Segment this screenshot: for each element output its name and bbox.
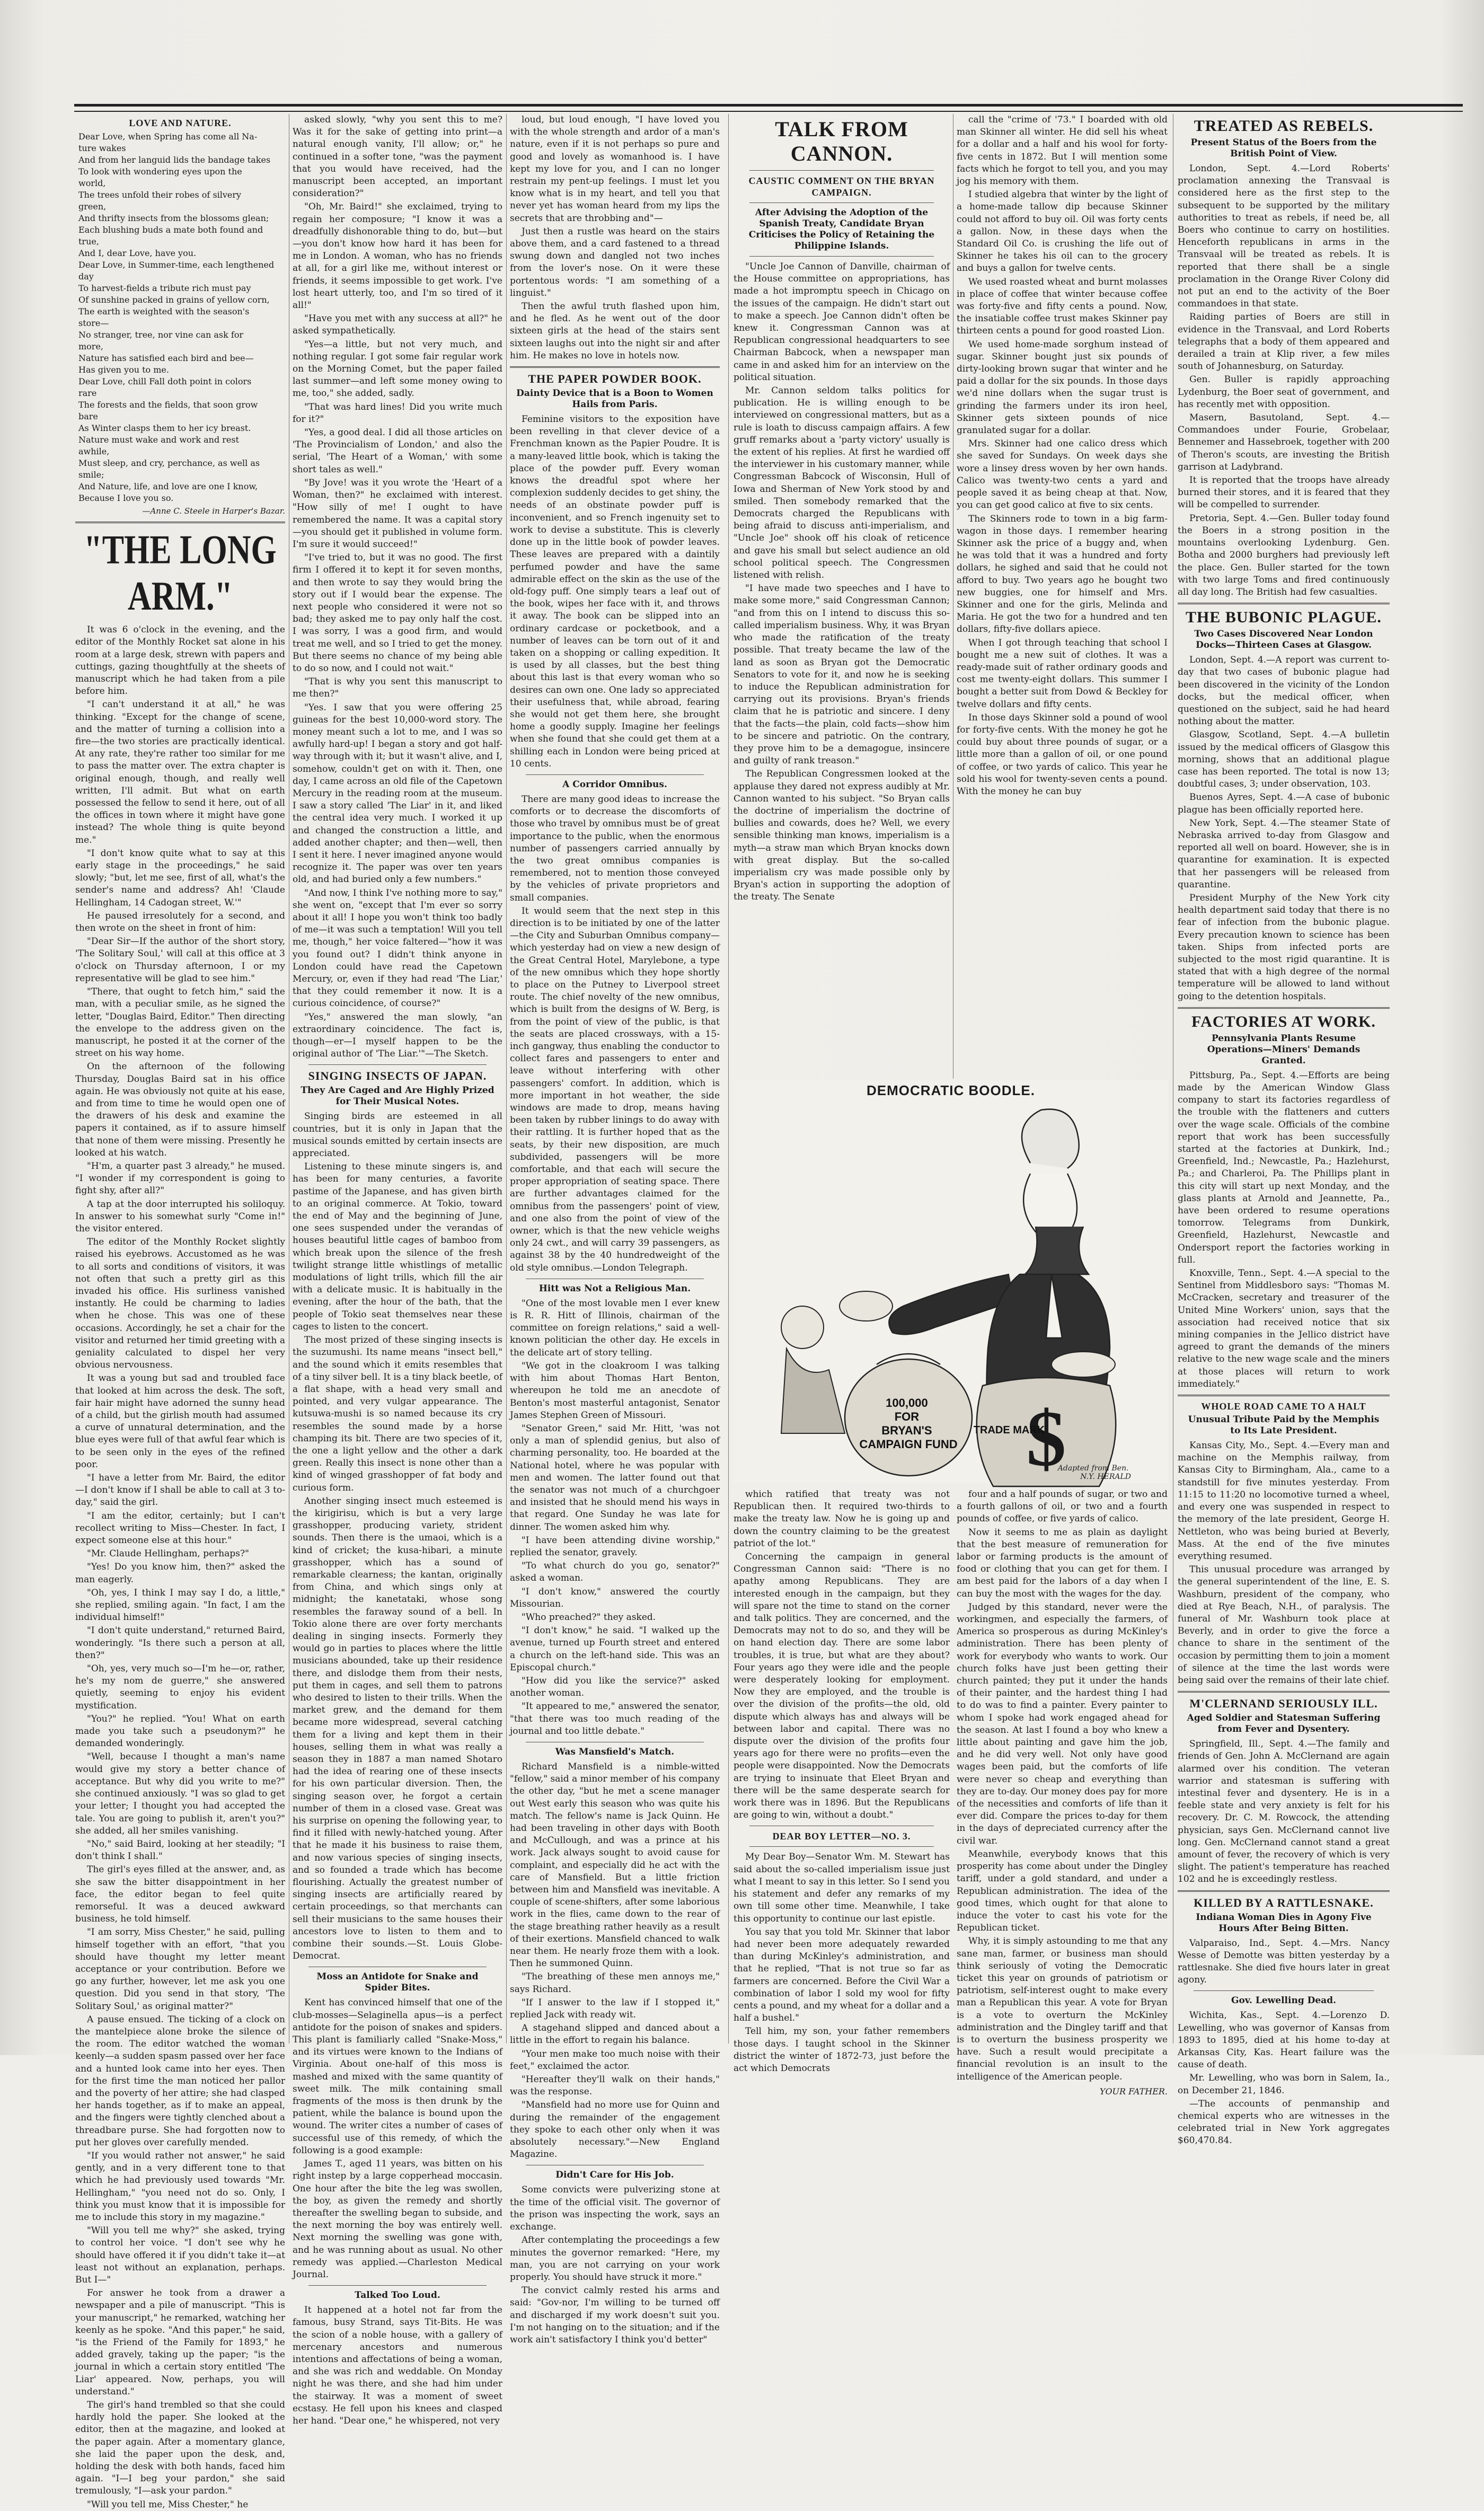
poem-line: day <box>78 271 94 281</box>
poem-line: Dear Love, chill Fall doth point in colors <box>78 376 252 386</box>
powder-subtitle: Dainty Device that is a Boon to Women Hails from Paris. <box>516 388 713 410</box>
paragraph: "And now, I think I've nothing more to say," she went on, "except that I'm ever so sorry about it all! I hope you won't think too badly of me—it was such a temptation! Will you tell me, though," her voice faltered—"how it was you found out? I didn't think anyone in London could have read the Capetown Mercury, or, even if they had read 'The Liar,' that they could remember it now. It is a curious coincidence, of course?" <box>293 887 502 1009</box>
poem-line: bare <box>78 411 98 421</box>
paragraph: "I am sorry, Miss Chester," he said, pulling himself together with an effort, "that you should have thought my letter meant acceptance or your contribution. Before we go any further, however, let me ask you one question. Did you send in that story, 'The Solitary Soul,' as original matter?" <box>75 1927 285 2012</box>
paragraph: London, Sept. 4.—Lord Roberts' proclamation annexing the Transvaal is considered here as the first step to the subsequent to be supported by the military authorities to treat as rebels, if need be, all Boers who continue to carry on hostilities. Henceforth republicans in arms in the Transvaal will be treated as rebels. It is reported that there shall be a single proclamation in the Orange River Colony did not put an end to the activity of the Boer commandoes in that state. <box>1178 163 1390 310</box>
rebels-body <box>1178 163 1390 598</box>
paragraph: James T., aged 11 years, was bitten on his right instep by a large copperhead moccasin. One hour after the bite the leg was swollen, the boy, as given the remedy and shortly thereafter the swelling began to subside, and the next morning the boy was entirely well. Next morning the swelling was gone with, and he was running about as usual. No other remedy was applied.—Charleston Medical Journal. <box>293 2158 502 2280</box>
paragraph: "Mr. Claude Hellingham, perhaps?" <box>87 1548 249 1560</box>
paragraph: Mr. Lewelling, who was born in Salem, Ia., on December 21, 1846. <box>1178 2073 1390 2096</box>
paragraph: "If you would rather not answer," he said gently, and in a very different tone to that which he had previously used towards "Mr. Hellingham," "you need not do so. Only, I think you must know that it is impossible for me to include this story in my magazine." <box>75 2150 285 2223</box>
divider <box>510 366 720 368</box>
divider <box>75 522 285 523</box>
mcclernand-subtitle: Aged Soldier and Statesman Suffering from Fever and Dysentery. <box>1187 1713 1381 1735</box>
paragraph: Listening to these minute singers is, and has been for many centuries, a favorite pastime of the Japanese, and has given birth to an original commerce. At Tokio, toward the end of May and the beginning of June, one sees suspended under the verandas of houses beautiful little cages of bamboo from which break upon the silence of the fresh twilight strange little whistlings of metallic modulations of light trills, which fill the air with a delicate music. It is habitually in the evening, after the hour of the bath, that the people of Tokio seat themselves near these cages to listen to the concert. <box>293 1161 502 1332</box>
poem-line: Nature must wake and work and rest <box>78 435 240 445</box>
poem-line: The forests and the fields, that soon grow <box>78 400 258 410</box>
poem-line: world, <box>78 178 106 188</box>
mcclernand-body <box>1178 1738 1390 1886</box>
poem-line: And thrifty insects from the blossoms glean; <box>78 213 269 223</box>
bag-label-line2: FOR <box>894 1410 920 1423</box>
paragraph: Now it seems to me as plain as daylight that the best measure of remuneration for labor or farming products is the amount of food or clothing that you can get for them. I am best paid for the labors of a day when I can buy the most with the wages for the day. <box>957 1527 1168 1599</box>
poem-line: Dear Love, in Summer-time, each lengthened <box>78 260 275 270</box>
paragraph: Then the awful truth flashed upon him, and he fled. As he went out of the door sixteen girls at the head of the stairs sent sixteen laughs out into the night sir and after him. He makes no love in hotels now. <box>510 301 720 361</box>
bag-label-line3: BRYAN'S <box>881 1424 932 1437</box>
trade-label: TRADE MARK <box>973 1424 1045 1436</box>
paragraph: Concerning the campaign in general Congressman Cannon said: "There is no apathy among Republicans. They are interested enough in the campaign, but they will spare not the time to stand on the corner and talk politics. They are concerned, and the Democrats may not to do so, and they will be on hand election day. There are some labor troubles, it is true, but what are they about? Four years ago they were idle and the people were desperately looking for employment. Now they are employed, and the trouble is over the division of the profits—the old, old dispute which always has and always will be between labor and capital. There was no dispute over the division of the profits four years ago for there were no profits—even the people were disappointed. Now the Democrats are trying to insinuate that Eleet Bryan and there will be the same desperate search for work there was in 1896. But the Republicans are going to win, without a doubt." <box>734 1552 950 1821</box>
paragraph: "Who preached?" they asked. <box>522 1611 656 1623</box>
paragraph: It is reported that the troops have already burned their stores, and it is feared that they will be compelled to surrender. <box>1178 475 1390 510</box>
column-4-bottom <box>734 1488 950 2074</box>
paragraph: Mrs. Skinner had one calico dress which she saved for Sundays. On week days she wore a linsey dress woven by her own hands. Calico was twenty-two cents a yard and people saved it as being cheap at that. Now, you can get good calico at five to six cents. <box>957 438 1168 511</box>
paragraph: You say that you told Mr. Skinner that labor had never been more adequately rewarded than during McKinley's administration, and that he replied, "That is not true so far as farmers are concerned. Before the Civil War a combination of labor I sold my wool for fifty cents a pound, and my wheat for a dollar and a half a bushel." <box>734 1926 950 2024</box>
poem-line: Has given you to me. <box>78 365 169 375</box>
letter-signature: YOUR FATHER. <box>1099 2086 1168 2096</box>
paragraph: "Senator Green," said Mr. Hitt, 'was not only a man of splendid genius, but also of charming personality, too. He boarded at the National hotel, where he was popular with men and women. The latter found out that the senator was not much of a churchgoer and insisted that he should mend his ways in that regard. One Sunday he was late for dinner. The women asked him why. <box>510 1423 720 1532</box>
cannon-continuation <box>734 1488 950 1821</box>
paragraph: "I don't quite understand," returned Baird, wonderingly. "Is there such a person at all, then?" <box>75 1625 285 1661</box>
paragraph: In those days Skinner sold a pound of wool for forty-five cents. With the money he got he could buy about three pounds of sugar, or a little more than a gallon of oil, or one pound of coffee, or two yards of calico. This year he sold his wool for twenty-seven cents a pound. With the money he can buy <box>957 712 1168 797</box>
paragraph: "H'm, a quarter past 3 already," he mused. "I wonder if my correspondent is going to fight shy, after all?" <box>75 1160 285 1196</box>
cartoon-title: DEMOCRATIC BOODLE. <box>867 1082 1035 1098</box>
poem-line: And from her languid lids the bandage takes <box>78 155 271 165</box>
paragraph: loud, but loud enough, "I have loved you with the whole strength and ardor of a man's nature, even if it is not perhaps so pure and good and lovely as womanhood is. I have kept my love for you, and I can no longer restrain my pent-up feelings. I must let you know what is in my heart, and tell you that never yet has woman heard from my lips the secrets that are throbbing and"— <box>510 114 720 224</box>
mansfield-body <box>510 1761 720 2161</box>
column-separator <box>506 114 507 2043</box>
paragraph: We used roasted wheat and burnt molasses in place of coffee that winter because coffee was forty-five and fifty cents a pound. Now, the insatiable coffee trust makes Skinner pay thirteen cents a pound for good roasted Lion. <box>957 276 1168 337</box>
poem-title: LOVE AND NATURE. <box>129 118 232 128</box>
poem-line: ture wakes <box>78 143 126 153</box>
poem-line: Must sleep, and cry, perchance, as well as <box>78 458 260 468</box>
divider <box>1178 1007 1390 1009</box>
rebels-subtitle: Present Status of the Boers from the British Point of View. <box>1190 137 1377 159</box>
paragraph: It was a young but sad and troubled face that looked at him across the desk. The soft, fair hair might have adorned the sunny head of a child, but the girlish mouth had assumed a curve of unnatural determination, and the blue eyes were full of that awful fear which is to be seen only in the eyes of the refined poor. <box>75 1373 285 1470</box>
powder-body <box>510 413 720 770</box>
paragraph: Valparaiso, Ind., Sept. 4.—Mrs. Nancy Wesse of Demotte was bitten yesterday by a rattlesnake. She died five hours later in great agony. <box>1178 1937 1390 1986</box>
column-6 <box>1178 114 1390 2146</box>
credit-line1: Adapted from Ben. <box>1057 1464 1129 1473</box>
paragraph: The girl's hand trembled so that she could hardly hold the paper. She looked at the editor, then at the magazine, and looked at the paper again. After a momentary glance, she laid the paper upon the desk, and, holding the desk with both hands, faced him again. "I—I beg your pardon," she said tremulously, "I—ask your pardon." <box>75 2400 285 2497</box>
paragraph: My Dear Boy—Senator Wm. M. Stewart has said about the so-called imperialism issue just what I meant to say in this letter. So I send you his statement and defer any remarks of my own till some other time. Meanwhile, I take this opportunity to continue our last epistle. <box>734 1852 950 1924</box>
paragraph: Just then a rustle was heard on the stairs above them, and a card fastened to a thread swung down and dangled not two inches from the lover's nose. On it were these portentous words: "I am something of a linguist." <box>510 226 720 298</box>
credit-line2: N.Y. HERALD <box>1080 1473 1131 1481</box>
mcclernand-title: M'CLERNAND SERIOUSLY ILL. <box>1189 1697 1378 1711</box>
paragraph: For answer he took from a drawer a newspaper and a pile of manuscript. "This is your manuscript," he remarked, watching her keenly as he spoke. "And this paper," he said, "is the Friend of the Family for 1893," he added gravely, taking up the paper; "is the journal in which a certain story entitled 'The Liar' appeared. Now, perhaps, you will understand." <box>75 2288 285 2397</box>
divider <box>1178 1395 1390 1396</box>
paragraph: "I don't know quite what to say at this early stage in the proceedings," he said slowly; "but, let me see, first of all, what's the sender's name and address? Ah! 'Claude Hellingham, 14 Cadogan street, W.'" <box>75 848 285 908</box>
cannon-body <box>734 261 950 904</box>
plague-title: THE BUBONIC PLAGUE. <box>1186 609 1382 627</box>
column-4 <box>734 114 950 1073</box>
omnibus-body <box>510 794 720 1274</box>
insects-subtitle: They Are Caged and Are Highly Prized for Their Musical Notes. <box>301 1085 494 1107</box>
poem-byline: —Anne C. Steele in Harper's Bazar. <box>142 506 285 516</box>
paragraph: asked slowly, "why you sent this to me? Was it for the sake of getting into print—a natural enough vanity, I'll allow; or," he continued in a softer tone, "was the payment that you would have received, had the manuscript been accepted, an important consideration?" <box>293 114 502 199</box>
paragraph: "There, that ought to fetch him," said the man, with a peculiar smile, as he signed the letter, "Douglas Baird, Editor." Then directing the envelope to the address given on the manuscript, he posted it at the corner of the street on his way home. <box>75 986 285 1059</box>
paragraph: On the afternoon of the following Thursday, Douglas Baird sat in his office again. He was obviously not quite at his ease, and from time to time he would open one of the drawers of his desk and examine the papers it contained, as if to assure himself that none of them were missing. Presently he looked at his watch. <box>75 1061 285 1158</box>
divider <box>308 1064 487 1065</box>
cartoon <box>734 1080 1168 1483</box>
paragraph: It would seem that the next step in this direction is to be initiated by one of the latter—the City and Suburban Omnibus company—which yesterday had on view a new design of the Great Central Hotel, Marylebone, a type of the new omnibus which they hope shortly to place on the Putney to Liverpool street route. The chief novelty of the new omnibus, which is built from the designs of W. Berg, is from the point of view of the public, is that the seats are placed crossways, with a 15-inch gangway, thus enabling the conductor to collect fares and passengers to enter and leave without interfering with other passengers' comfort. In addition, which is more important in hot weather, the side windows are made to drop, means having been taken by rubber linings to do away with their rattling. It is further hoped that as the seats, by their new disposition, are much subdivided, passengers will be more comfortable, and that each will secure the proper appropriation of seating space. There are further advantages claimed for the omnibus from the passengers' point of view, and one also from the point of view of the owner, which is that the new vehicle weighs only 24 cwt., and will carry 39 passengers, as against 38 by the 40 hundredweight of the old style omnibus.—London Telegraph. <box>510 905 720 1273</box>
paragraph: The most prized of these singing insects is the suzumushi. Its name means "insect bell," and the sound which it emits resembles that of a tiny silver bell. It is a tiny black beetle, of a flat shape, with a head very small and pointed, and very vulgar appearance. The kutsuwa-mushi is so named because its cry resembles the sound made by a horse champing its bit. There are two species of it, the one a light yellow and the other a dark green. Really this insect is none other than a kind of winged grasshopper of fat body and curious form. <box>293 1335 502 1493</box>
paragraph: "Well, because I thought a man's name would give my story a better chance of acceptance. But why did you write to me?" she continued anxiously. "I was so glad to get your letter; I thought you had accepted the tale. You are going to publish it, aren't you?" she added, all her smiles vanishing. <box>75 1751 285 1836</box>
paragraph: "Yes, a good deal. I did all those articles on 'The Provincialism of London,' and also the serial, 'The Heart of a Woman,' with some short tales as well." <box>293 427 502 475</box>
poem-line: Each blushing buds a mate both found and <box>78 225 263 235</box>
paragraph: "Oh, yes, very much so—I'm he—or, rather, he's my nom de guerre," she answered quietly, seeming to enjoy his evident mystification. <box>75 1663 285 1711</box>
paragraph: "I've tried to, but it was no good. The first firm I offered it to kept it for seven months, and then wrote to say they would bring the story out if I would bear the expense. The next people who considered it were not so bad; they asked me to pay only half the cost. I was sorry, I was a good firm, and would treat me well, and so I tried to get the money. But there seems no chance of my being able to do so now, and I could not wait." <box>293 552 502 674</box>
paragraph: "Yes. I saw that you were offering 25 guineas for the best 10,000-word story. The money meant such a lot to me, and I was so awfully hard-up! I began a story and got half-way through with it; but it wasn't alive, and I, somehow, couldn't get on with it. Then, one day, I came across an old file of the Capetown Mercury in the reading room at the museum. I saw a story called 'The Liar' in it, and liked the central idea very much. I worked it up and changed the construction a little, and added another chapter; and then—well, then I sent it here. I never imagined anyone would recognize it. The paper was over ten years old, and had buried only a few numbers." <box>293 702 502 885</box>
powder-title: THE PAPER POWDER BOOK. <box>528 372 702 386</box>
rebels-title: TREATED AS REBELS. <box>1194 117 1374 135</box>
divider <box>1178 603 1390 604</box>
dollar-mark-icon: $ <box>1026 1395 1066 1483</box>
divider <box>1178 1691 1390 1693</box>
insects-title: SINGING INSECTS OF JAPAN. <box>308 1069 487 1083</box>
paragraph: "We got in the cloakroom I was talking with him about Thomas Hart Benton, whereupon he told me an anecdote of Benton's most masterful antagonist, Senator James Stephen Green of Missouri. <box>510 1360 720 1421</box>
talked-title: Talked Too Loud. <box>355 2290 440 2301</box>
paragraph: "You?" he replied. "You! What on earth made you take such a pseudonym?" he demanded wonderingly. <box>75 1713 285 1749</box>
poem-line: To harvest-fields a tribute rich must pay <box>78 283 251 293</box>
paragraph: "I don't know," he said. "I walked up the avenue, turned up Fourth street and entered a church on the left-hand side. This was an Episcopal church." <box>510 1625 720 1673</box>
paragraph: Some convicts were pulverizing stone at the time of the official visit. The governor of the prison was inspecting the work, says an exchange. <box>510 2184 720 2233</box>
poem-line: The earth is weighted with the season's <box>78 306 250 316</box>
paragraph: The convict calmly rested his arms and said: "Gov-nor, I'm willing to be turned off and discharged if my work doesn't suit you. I'm not hanging on to the situation; and if the work ain't satisfactory I think you'd better" <box>510 2285 720 2345</box>
paragraph: "That was hard lines! Did you write much for it?" <box>293 401 502 425</box>
gov-title: Gov. Lewelling Dead. <box>1231 1995 1336 2006</box>
poem-body <box>75 131 285 504</box>
divider <box>1194 1990 1374 1991</box>
cannon-title: TALK FROM CANNON. <box>775 117 908 165</box>
paragraph: We used home-made sorghum instead of sugar. Skinner bought just six pounds of dirty-looking brown sugar that winter and he paid a dollar for the six pounds. In those days we'd nine dollars when the sugar trust is grinding the farmers under its iron heel, Skinner gets sixteen pounds of nice granulated sugar for a dollar. <box>957 339 1168 436</box>
paragraph: Springfield, Ill., Sept. 4.—The family and friends of Gen. John A. McClernand are again alarmed over his condition. The veteran warrior and statesman is suffering with intestinal fever and dysentery. He is in a feeble state and very anxiety is felt for his recovery. Dr. C. M. Rowcock, the attending physician, says Gen. McClernand cannot live long. Gen. McClernand cannot stand a great amount of fever, the recovery of which is very slight. The patient's temperature has reached 102 and he is exceedingly restless. <box>1178 1739 1390 1885</box>
paragraph: Tell him, my son, your father remembers those days. I taught school in the Skinner district the winter of 1872-73, just before the act which Democrats <box>734 2026 950 2074</box>
paragraph: Judged by this standard, never were the workingmen, and especially the farmers, of America so prosperous as during McKinley's administration. There has been plenty of work for everybody who wants to work. Our church folks have just been getting their church painted; they put it under the hands of their painter, and the hardest thing I had to do was to find a painter. Every painter to whom I spoke had work engaged ahead for the season. At last I found a boy who knew a little about painting and gave him the job, and he did very well. Not only have good wages been paid, but the comforts of life were never so cheap and everything than they are to-day. Our money does pay for more of the necessities and comforts of life than it ever did. Compare the prices to-day for them in the days of depreciated currency after the civil war. <box>957 1601 1168 1846</box>
paragraph: This unusual procedure was arranged by the general superintendent of the line, E. S. Washburn, president of the company, who died at Rye Beach, N.H., of paralysis. The funeral of Mr. Washburn took place at Beverly, and in order to give the force a chance to share in the sentiment of the occasion by permitting them to join a moment of silence at the time the last words were being said over the remains of their late chief. <box>1178 1564 1390 1686</box>
divider <box>749 1846 934 1847</box>
paragraph: New York, Sept. 4.—The steamer State of Nebraska arrived to-day from Glasgow and reported all well on board. However, she is in quarantine for examination. It is expected that her passengers will be released from quarantine. <box>1178 817 1390 890</box>
column-separator <box>728 114 729 2043</box>
paragraph: Buenos Ayres, Sept. 4.—A case of bubonic plague has been officially reported here. <box>1178 792 1390 815</box>
poem-line: true, <box>78 236 99 246</box>
poem-line: Because I love you so. <box>78 493 174 503</box>
divider <box>749 202 934 203</box>
snake-title: KILLED BY A RATTLESNAKE. <box>1194 1896 1374 1909</box>
plague-subtitle: Two Cases Discovered Near London Docks—Thirteen Cases at Glasgow. <box>1194 629 1373 651</box>
paragraph: "Your men make too much noise with their feet," exclaimed the actor. <box>510 2048 720 2072</box>
paragraph: Meanwhile, everybody knows that this prosperity has come about under the Dingley tariff, under a gold standard, and under a Republican administration. The idea of the good times, which ought for that alone to induce the voter to cast his vote for the Republican ticket. <box>957 1848 1168 1934</box>
paragraph: He paused irresolutely for a second, and then wrote on the sheet in front of him: <box>75 910 285 934</box>
paragraph: "To what church do you go, senator?" asked a woman. <box>510 1561 720 1584</box>
bag-label-line1: 100,000 <box>886 1396 928 1409</box>
poem-line: The trees unfold their robes of silvery <box>78 190 242 200</box>
paragraph: "I don't know," answered the courtly Missourian. <box>510 1586 720 1609</box>
poem-line: And I, dear Love, have you. <box>78 248 197 258</box>
paragraph: which ratified that treaty was not Republican then. It required two-thirds to make the treaty law. Now he is going up and down the country claiming to be the greatest patriot of the lot." <box>734 1489 950 1549</box>
paragraph: "I can't understand it at all," he was thinking. "Except for the change of scene, and the matter of turning a collision into a fire—the two stories are practically identical. At any rate, they're rather too similar for me to pass the matter over. The extra chapter is original enough, though, and really well written, I'll admit. But what on earth possessed the fellow to send it here, out of all the offices in town where it might have gone instead? The whole thing is quite beyond me." <box>75 699 285 845</box>
snake-body <box>1178 1937 1390 1987</box>
paragraph: There are many good ideas to increase the comforts or to decrease the discomforts of those who travel by omnibus must be of great importance to the public, when the enormous number of passengers carried annually by the two great omnibus companies is remembered, not to mention those conveyed by the vehicles of private proprietors and small companies. <box>510 794 720 903</box>
letter-title: DEAR BOY LETTER—NO. 3. <box>772 1831 911 1842</box>
moss-body <box>293 1997 502 2281</box>
paragraph: Raiding parties of Boers are still in evidence in the Transvaal, and Lord Roberts telegraphs that a body of them appeared and derailed a train at Klip river, a few miles south of Johannesburg, on Saturday. <box>1178 312 1390 372</box>
paragraph: When I got through teaching that school I bought me a new suit of clothes. It was a ready-made suit of rather ordinary goods and cost me twenty-eight dollars. This summer I bought a better suit from Dowd & Beckley for twelve dollars and fifty cents. <box>957 637 1168 710</box>
top-rule <box>74 104 1463 112</box>
paragraph: The girl's eyes filled at the answer, and, as she saw the bitter disappointment in her face, the editor began to feel quite remorseful. It was a deuced awkward business, he told himself. <box>75 1864 285 1925</box>
paragraph: Mr. Cannon seldom talks politics for publication. He is willing enough to be interviewed on congressional matters, but as a rule is loath to discuss campaign affairs. A few gruff remarks about a 'party victory' usually is the extent of his replies. At first he wardied off the interviewer in his customary manner, while Congressman Babcock of Wisconsin, Hull of Iowa and Sherman of New York stood by and smiled. Then somebody remarked that the Democrats charged the Republicans with being afraid to discuss anti-imperialism, and "Uncle Joe" shook off his cloak of reticence and gave his small but select audience an old school political speech. The Congressmen listened with relish. <box>734 385 950 581</box>
paragraph: "I have a letter from Mr. Baird, the editor—I don't know if I shall be able to call at 3 to-day," said the girl. <box>75 1473 285 1508</box>
paragraph: A tap at the door interrupted his soliloquy. In answer to his somewhat surly "Come in!" the visitor entered. <box>75 1199 285 1234</box>
paragraph: "How did you like the service?" asked another woman. <box>510 1675 720 1699</box>
letter-continuation <box>957 114 1168 798</box>
paragraph: four and a half pounds of sugar, or two and a fourth gallons of oil, or two and a fourth pounds of coffee, or five yards of calico. <box>957 1489 1168 1525</box>
paragraph: Knoxville, Tenn., Sept. 4.—A special to the Sentinel from Middlesboro says: "Thomas M. McCracken, secretary and treasurer of the United Mine Workers' union, says that the association had received notice that six mining companies in the Jellico district have agreed to grant the demands of the miners relative to the new wage scale and the miners at those places will return to work immediately." <box>1178 1268 1390 1389</box>
paragraph: A pause ensued. The ticking of a clock on the mantelpiece alone broke the silence of the room. The editor watched the woman keenly—a sudden spasm passed over her face and a hunted look came into her eyes. Then for the first time the man noticed her pallor and the poverty of her attire; she had clasped her hands together, as if to make an appeal, and the fingers were tightly clenched about a threadbare purse. She had forgotten now to put her gloves over carefully mended. <box>75 2014 285 2148</box>
paragraph: "The breathing of these men annoys me," says Richard. <box>510 1971 720 1995</box>
poem-line: Of sunshine packed in grains of yellow corn, <box>78 295 270 305</box>
paragraph: "Yes! Do you know him, then?" asked the man eagerly. <box>75 1562 285 1585</box>
paragraph: "Hereafter they'll walk on their hands," was the response. <box>510 2074 720 2098</box>
paragraph: "I am the editor, certainly; but I can't recollect writing to Miss—Chester. In fact, I expect someone else at this hour." <box>75 1510 285 1546</box>
paragraph: "One of the most lovable men I ever knew is R. R. Hitt of Illinois, chairman of the committee on foreign relations," said a well-known politician the other day. He excels in the delicate art of story telling. <box>510 1298 720 1358</box>
halt-title: WHOLE ROAD CAME TO A HALT <box>1201 1401 1366 1412</box>
divider <box>1178 1890 1390 1892</box>
paragraph: "Have you met with any success at all?" he asked sympathetically. <box>293 313 502 337</box>
job-title: Didn't Care for His Job. <box>555 2170 674 2181</box>
poem-line: smile; <box>78 470 104 480</box>
story-continuation <box>293 114 502 1060</box>
poem-line: Nature has satisfied each bird and bee— <box>78 353 254 363</box>
paragraph: The editor of the Monthly Rocket slightly raised his eyebrows. Accustomed as he was to all sorts and conditions of visitors, it was not often that such a pretty girl as this invaded his office. His surliness vanished instantly. He could be charming to ladies when he chose. This was one of these occasions. Accordingly, he set a chair for the visitor and returned her timid greeting with a geniality calculated to dispel her very obvious nervousness. <box>75 1237 285 1371</box>
poem-line: No stranger, tree, nor vine can ask for <box>78 330 244 340</box>
paragraph: Pittsburg, Pa., Sept. 4.—Efforts are being made by the American Window Glass company to start its factories regardless of the trouble with the flatteners and cutters over the wage scale. Officials of the combine report that work has been successfully started at the factories at Dunkirk, Ind.; Greenfield, Ind.; Newcastle, Pa.; Hazlehurst, Pa.; and Charleroi, Pa. The Phillips plant in this city will start up next Monday, and the glass plants at Arnold and Jeannette, Pa., have been ordered to resume operations tomorrow. Telegrams from Dunkirk, Greenfield, Hazlehurst, Newcastle and Ondersport report the factories working in full. <box>1178 1070 1390 1265</box>
paragraph: "Uncle Joe Cannon of Danville, chairman of the House committee on appropriations, has made a hot impromptu speech in Chicago on the issues of the campaign. He didn't start out to make a speech. Joe Cannon didn't often be knew it. Congressman Cannon was at Republican congressional headquarters to see Chairman Babcock, when a newspaper man came in and asked him for an interview on the political situation. <box>734 261 950 383</box>
poem-line: rare <box>78 388 97 398</box>
paragraph: Why, it is simply astounding to me that any sane man, farmer, or business man should think seriously of voting the Democratic ticket this year on grounds of patriotism or patriotism, self-interest ought to make every man a Republican this year. A vote for Bryan is a vote to overturn the McKinley administration and the Dingley tariff and that is to overturn the business prosperity we have. Such a result would precipitate a financial revolution is an insult to the intelligence of the American people. <box>957 1936 1168 2082</box>
paragraph: call the "crime of '73." I boarded with old man Skinner all winter. He did sell his wheat for a dollar and a half and his wool for forty-five cents in 1872. But I will mention some facts which he forgot to tell you, and you may jog his memory with them. <box>957 114 1168 187</box>
paragraph: Kansas City, Mo., Sept. 4.—Every man and machine on the Memphis railway, from Kansas City to Birmingham, Ala., came to a standstill for five minutes yesterday. From 11:15 to 11:20 no locomotive turned a wheel, and every one was suspended in respect to the memory of the late president, George H. Nettleton, who was being buried at Beverly, Mass. At the end of the five minutes everything resumed. <box>1178 1440 1390 1562</box>
poem-line: To look with wondering eyes upon the <box>78 166 242 177</box>
story-body <box>75 624 285 2511</box>
halt-body <box>1178 1440 1390 1687</box>
omnibus-title: A Corridor Omnibus. <box>562 779 667 790</box>
column-1 <box>75 114 285 2510</box>
paragraph: Glasgow, Scotland, Sept. 4.—A bulletin issued by the medical officers of Glasgow this morning, shows that an additional plague case has been reported. The total is now 13; doubtful cases, 3; under observation, 103. <box>1178 729 1390 790</box>
plague-body <box>1178 654 1390 1003</box>
paragraph: "I have been attending divine worship," replied the senator, gravely. <box>510 1535 720 1558</box>
paragraph: Wichita, Kas., Sept. 4.—Lorenzo D. Lewelling, who was governor of Kansas from 1893 to 1895, died at his home to-day at Arkansas City, Kas. Heart failure was the cause of death. <box>1178 2010 1390 2071</box>
paragraph: "If I answer to the law if I stopped it," replied Jack with ready wit. <box>510 1997 720 2021</box>
poem-line: awhile, <box>78 446 110 456</box>
paragraph: "Oh, yes, I think I may say I do, a little," she replied, smiling again. "In fact, I am the individual himself!" <box>75 1587 285 1623</box>
paragraph: "Mansfield had no more use for Quinn and during the remainder of the engagement they spoke to each other only when it was absolutely necessary."—New England Magazine. <box>510 2100 720 2160</box>
column-3 <box>510 114 720 2345</box>
paragraph: "Yes—a little, but not very much, and nothing regular. I got some fair regular work on the Morning Comet, but the paper failed last summer—and left some money owing to me, too," she added, sadly. <box>293 339 502 399</box>
factories-subtitle: Pennsylvania Plants Resume Operations—Miners' Demands Granted. <box>1207 1033 1361 1066</box>
paragraph: Masern, Basutoland, Sept. 4.—Commandoes under Fourie, Grobelaar, Bennemer and Hassebroek, together with 200 of Theron's scouts, are investing the British garrison at Ladybrand. <box>1178 412 1390 472</box>
bag-label-line4: CAMPAIGN FUND <box>859 1438 958 1451</box>
paragraph: Gen. Buller is rapidly approaching Lydenburg, the Boer seat of government, and has recently met with opposition. <box>1178 374 1390 410</box>
cartoon-illustration <box>734 1099 1168 1486</box>
factories-title: FACTORIES AT WORK. <box>1191 1012 1376 1030</box>
letter-continuation-2 <box>957 1488 1168 2083</box>
paragraph: Pretoria, Sept. 4.—Gen. Buller today found the Boers in a strong position in the mountains overlooking Lydenburg. Gen. Botha and 2000 burghers had previously left the place. Gen. Buller started for the town with two large Toms and fired continuously all day long. The British had few casualties. <box>1178 513 1390 597</box>
job-body <box>510 2184 720 2346</box>
paragraph: "Will you tell me, Miss Chester," he <box>87 2499 249 2510</box>
paragraph: London, Sept. 4.—A report was current to-day that two cases of bubonic plague had been discovered in the vicinity of the London docks, but the medical officer, when questioned on the subject, said he had heard nothing about the matter. <box>1178 655 1390 727</box>
moss-title: Moss an Antidote for Snake and Spider Bites. <box>316 1971 479 1994</box>
paragraph: Singing birds are esteemed in all countries, but it is only in Japan that the musical sounds emitted by certain insects are appreciated. <box>293 1111 502 1159</box>
paragraph: "Dear Sir—If the author of the short story, 'The Solitary Soul,' will call at this office at 3 o'clock on Thursday afternoon, I or my representative will be glad to see him." <box>75 936 285 984</box>
hitt-body <box>510 1298 720 1738</box>
story-title: "THE LONG ARM." <box>84 527 277 619</box>
divider <box>749 256 934 257</box>
paragraph: Another singing insect much esteemed is the kirigirisu, which is but a very large grasshopper, producing variety, strident sounds. Then there is the umaoi, which is a kind of cricket; the kusa-hibari, a minute grasshopper, which has a sound of remarkable clearness; the kantan, originally from China, and which sings only at midnight; the kanetataki, whose song resembles the faraway sound of a bell. In Tokio alone there are over forty merchants dealing in singing insects. Formerly they would go in parties to places where the little musicians abounded, take up their residence there, and dislodge them from their nests, put them in cages, and sell them to patrons who desired to listen to their trills. When the market grew, and the demand for them became more widespread, several catching them for a living and kept them in their houses, selling them in what was really a season they in 1887 a man named Shotaro had the idea of rearing one of these insects for his own particular diversion. Then, the singing season over, he forgot a certain number of them in a closed vase. Great was his surprise on opening the following year, to find it filled with newly-hatched young. After that he made it his business to raise them, and now various species of singing insects, and so founded a trade which has become flourishing. Actually the greatest number of singing insects are artificially reared by certain proceedings, so that merchants can sell their musicians to the same houses their ancestors love to listen to them and to combine their sounds.—St. Louis Globe-Democrat. <box>293 1495 502 1962</box>
mansfield-title: Was Mansfield's Match. <box>555 1746 675 1757</box>
divider <box>749 170 934 171</box>
divider <box>526 774 704 775</box>
talked-body <box>293 2304 502 2427</box>
paragraph: "No," said Baird, looking at her steadily; "I don't think I shall." <box>75 1838 285 1862</box>
gov-body <box>1178 2010 1390 2147</box>
paragraph: Kent has convinced himself that one of the club-mosses—Selaginella apus—is a perfect antidote for the poison of snakes and spiders. This plant is familiarly called "Snake-Moss," and its virtues were known to the Indians of Virginia. About one-half of this moss is mashed and mixed with the same quantity of sweet milk. The milk containing small fragments of the moss is then drunk by the patient, while the balance is bound upon the wound. The writer cites a number of cases of successful use of this remedy, of which the following is a good example: <box>293 1997 502 2156</box>
cannon-subtitle: CAUSTIC COMMENT ON THE BRYAN CAMPAIGN. <box>748 175 935 198</box>
paragraph: "Oh, Mr. Baird!" she exclaimed, trying to regain her composure; "I know it was a dreadfully dishonorable thing to do, but—but—you don't know how hard it has been for me in London. A woman, who has no friends at all, for a girl like me, without interest or friends, it seems impossible to get work. I've lost heart utterly, too, and I'm so tired of it all!" <box>293 201 502 311</box>
paragraph: —The accounts of penmanship and chemical experts who are witnesses in the celebrated trial in New York aggregates $60,470.84. <box>1178 2098 1390 2146</box>
hitt-title: Hitt was Not a Religious Man. <box>538 1283 691 1294</box>
paragraph: I studied algebra that winter by the light of a home-made tallow dip because Skinner could not afford to buy oil. Oil was forty cents a gallon. Now, in these days when the Standard Oil Co. is crushing the life out of Skinner he takes his oil can to the grocery and buys a gallon for twelve cents. <box>957 189 1168 274</box>
column-2 <box>293 114 502 2426</box>
paragraph: A stagehand slipped and danced about a little in the effort to regain his balance. <box>510 2023 720 2046</box>
divider <box>308 2285 487 2286</box>
paragraph: "I have made two speeches and I have to make some more," said Congressman Cannon; "and from this on I intend to discuss this so-called imperialism business. Why, it was Bryan who made the ratification of the treaty possible. That treaty became the law of the land as soon as Bryan got the Democratic Senators to vote for it, and now he is seeking to induce the Republican administration for carrying out its provisions. Bryan's friends claim that he is patriotic and sincere. I deny that the facts—the plain, cold facts—show him to be sincere and patriotic. On the contrary, they prove him to be a demagogue, insincere and guilty of rank treason." <box>734 583 950 766</box>
letter-body <box>734 1851 950 2075</box>
poem-line: As Winter clasps them to her icy breast. <box>78 423 251 433</box>
paragraph: The Skinners rode to town in a big farm-wagon in those days. I remember hearing Skinner ask the price of a buggy and, when he was told that it was a hundred and forty dollars, he sighed and said that he could not afford to buy. Two years ago he bought two new buggies, one for himself and Mrs. Skinner and one for the girls, Melinda and Maria. He got the two for a hundred and ten dollars, fifty-five dollars apiece. <box>957 513 1168 635</box>
paragraph: "Yes," answered the man slowly, "an extraordinary coincidence. The fact is, though—er—I myself happen to be the original author of 'The Liar.'"—The Sketch. <box>293 1011 502 1060</box>
column-5 <box>957 114 1168 1073</box>
halt-subtitle: Unusual Tribute Paid by the Memphis to Its Late President. <box>1188 1414 1380 1437</box>
poem-line: Dear Love, when Spring has come all Na- <box>78 131 258 142</box>
poem-line: more, <box>78 341 104 351</box>
poem-line: And Nature, life, and love are one I know, <box>78 481 258 491</box>
paragraph: Richard Mansfield is a nimble-witted "fellow," said a minor member of his company the other day, "but he met a scene manager out West early this season who was quite his match. The fellow's name is Jack Quinn. He had been traveling in other days with Booth and McCullough, and was a prince at his work. Jack always sought to avoid cause for complaint, and especially did he act with the care of Mansfield. But a little friction between him and Mansfield was inevitable. A couple of scene-shifters, after some laborious work in the flies, came down to the rear of the stage breathing rather heavily as a result of their exertions. Mansfield chanced to walk near them. He nearly froze them with a look. Then he summoned Quinn. <box>510 1761 720 1969</box>
snake-subtitle: Indiana Woman Dies in Agony Five Hours After Being Bitten. <box>1196 1911 1372 1934</box>
factories-body <box>1178 1070 1390 1390</box>
insects-body <box>293 1111 502 1962</box>
paragraph: "Will you tell me why?" she asked, trying to control her voice. "I don't see why he should have offered it if you didn't take it—at least not without an explanation, perhaps. But I—" <box>75 2225 285 2286</box>
paragraph: The Republican Congressmen looked at the applause they dared not express audibly at Mr. Cannon wanted to his subject. "So Bryan calls the doctrine of imperialism the doctrine of bullies and cowards, does he? Well, we every sensible thinking man knows, imperialism is a myth—a straw man which Bryan knocks down with great display. But the so-called imperialism cry was made possible only by Bryan's action in supporting the adoption of the treaty. The Senate <box>734 769 950 903</box>
cannon-deck: After Advising the Adoption of the Spanish Treaty, Candidate Bryan Criticises the Policy of Retaining the Philippine Islands. <box>748 207 935 251</box>
paragraph: Feminine visitors to the exposition have been revelling in that clever device of a Frenchman known as the Papier Poudre. It is a many-leaved little book, which is taking the place of the powder puff. Every woman knows the dreadful spot where her complexion suddenly decides to get shiny, the needs of an obstinate powder puff is inconvenient, and so French ingenuity set to work to devise a substitute. This is cleverly done up in the little book of powder leaves. These leaves are prepared with a daintily perfumed powder and have the same admirable effect on the skin as the use of the old-fogy puff. One simply tears a leaf out of the book, wipes her face with it, and throws it away. The book can be slipped into an ordinary cardcase or pocketbook, and a number of leaves can be torn out of it and taken on a shopping or calling expedition. It is used by all classes, but the best thing about this last is that every woman who so desires can own one. One lady so appreciated their usefulness that, while abroad, fearing she would not get them here, she brought home a goodly supply. Imagine her feelings when she found that she could get them at a shilling each in London were being priced at 10 cents. <box>510 414 720 769</box>
talked-continuation <box>510 114 720 362</box>
paragraph: It happened at a hotel not far from the famous, busy Strand, says Tit-Bits. He was the scion of a noble house, with a gallery of mercenary ancestors and numerous intentions and affectations of being a woman, and she was rich and weddable. On Monday night he was there, and she had him under the stairway. It was a moment of sweet ecstasy. He fell upon his knees and clasped her hand. "Dear one," he whispered, not very <box>293 2305 502 2426</box>
paragraph: "It appeared to me," answered the senator, "that there was too much reading of the journal and too little debate." <box>510 1701 720 1737</box>
paragraph: After contemplating the proceedings a few minutes the governor remarked: "Here, my man, you are not carrying on your work properly. You should have struck it more." <box>510 2235 720 2283</box>
paragraph: "By Jove! was it you wrote the 'Heart of a Woman, then?" he exclaimed with interest. "How silly of me! I ought to have remembered the name. It was a capital story—you should get it published in volume form. I'm sure it would succeed!" <box>293 477 502 550</box>
poem-line: store— <box>78 318 109 328</box>
paragraph: "That is why you sent this manuscript to me then?" <box>293 676 502 700</box>
paragraph: President Murphy of the New York city health department said today that there is no fear of infection from the bubonic plague. Every precaution known to science has been taken. Ships from infected ports are subjected to the most rigid quarantine. It is stated that with a high degree of the normal temperature will be allowed to land without going to the detention hospitals. <box>1178 892 1390 1002</box>
paragraph: It was 6 o'clock in the evening, and the editor of the Monthly Rocket sat alone in his room at a large desk, strewn with papers and cuttings, gazing thoughtfully at the sheets of manuscript which he had taken from a pile before him. <box>75 624 285 697</box>
column-5-bottom <box>957 1488 1168 2096</box>
poem-line: green, <box>78 201 107 212</box>
